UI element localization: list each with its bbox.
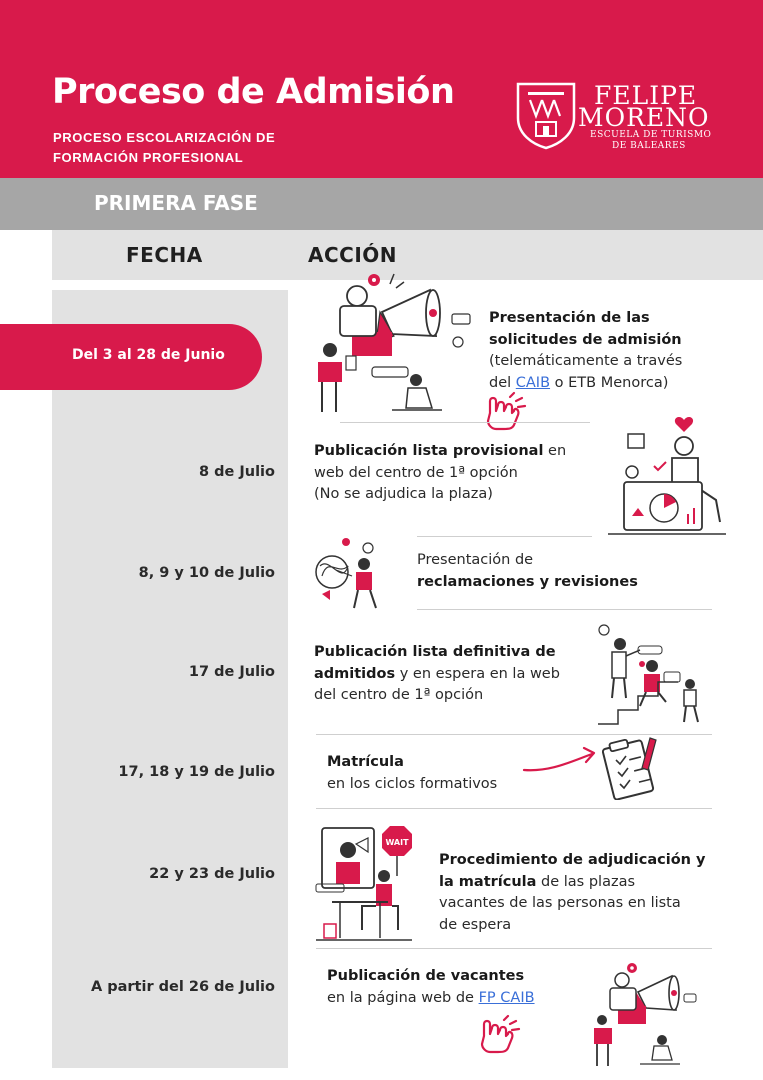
separator-3 xyxy=(417,609,712,610)
logo-name-line-2: MORENO xyxy=(578,103,710,132)
current-date-pill xyxy=(0,324,262,390)
date-label-row-2: 8 de Julio xyxy=(198,464,275,480)
arrow-icon xyxy=(520,742,600,776)
action-row-1-bold-1: Presentación de las xyxy=(489,310,650,326)
dashboard-person-illustration xyxy=(604,412,730,538)
column-header-date: FECHA xyxy=(126,243,203,267)
action-row-7-pre: en la página web de xyxy=(327,989,479,1006)
caib-link[interactable]: CAIB xyxy=(515,374,551,391)
action-row-7 xyxy=(327,966,535,1009)
action-row-2-after: en xyxy=(543,443,567,459)
click-hand-icon xyxy=(474,1014,526,1054)
separator-5 xyxy=(316,808,712,809)
date-label-row-5: 17, 18 y 19 de Julio xyxy=(118,764,275,780)
action-row-4-bold-1: Publicación lista definitiva de xyxy=(314,644,556,660)
shield-crest-icon xyxy=(516,82,576,150)
subtitle-line-1: PROCESO ESCOLARIZACIÓN DE xyxy=(53,130,276,145)
date-label-row-1: Del 3 al 28 de Junio xyxy=(72,347,225,363)
wait-sign-people-illustration xyxy=(312,824,416,944)
action-row-4 xyxy=(314,642,560,707)
action-row-2 xyxy=(314,441,566,506)
wait-sign-text: WAIT xyxy=(385,838,409,847)
action-row-2-line-2: web del centro de 1ª opción xyxy=(314,464,518,481)
action-row-4-bold-2: admitidos xyxy=(314,665,396,682)
action-row-3-bold: reclamaciones y revisiones xyxy=(417,573,638,590)
logo-sub-line-1: ESCUELA DE TURISMO xyxy=(590,130,712,140)
action-row-1-pre: del xyxy=(489,374,516,391)
separator-6 xyxy=(316,948,712,949)
date-label-row-6: 22 y 23 de Julio xyxy=(149,866,275,882)
action-row-4-line-3: del centro de 1ª opción xyxy=(314,687,484,703)
date-label-row-4: 17 de Julio xyxy=(188,664,275,680)
action-row-6-line-4: de espera xyxy=(439,916,512,933)
school-logo xyxy=(514,82,729,152)
stairs-people-illustration xyxy=(594,620,716,732)
subtitle-line-2: FORMACIÓN PROFESIONAL xyxy=(53,150,244,165)
action-row-1-bold-2: solicitudes de admisión xyxy=(489,331,682,348)
action-row-2-line-3: (No se adjudica la plaza) xyxy=(314,486,493,502)
phase-bar xyxy=(0,178,763,230)
action-row-6-line-3: vacantes de las personas en lista xyxy=(439,895,681,911)
fp-caib-link[interactable]: FP CAIB xyxy=(478,989,535,1006)
action-row-1-line-3: (telemáticamente a través xyxy=(489,353,683,369)
action-row-7-bold: Publicación de vacantes xyxy=(327,968,525,984)
separator-2 xyxy=(417,536,592,537)
action-row-4-after: y en espera en la web xyxy=(395,665,560,682)
megaphone-people-illustration xyxy=(590,962,698,1070)
header-banner xyxy=(0,0,763,178)
action-row-6 xyxy=(439,850,706,936)
column-header-action: ACCIÓN xyxy=(308,243,398,267)
logo-name-line-1: FELIPE xyxy=(594,81,698,110)
megaphone-people-illustration xyxy=(312,272,472,417)
tangled-thread-person-illustration xyxy=(312,536,392,612)
action-row-5 xyxy=(327,752,497,795)
action-row-3 xyxy=(417,550,638,593)
separator-1 xyxy=(340,422,590,423)
action-row-3-line-1: Presentación de xyxy=(417,552,534,568)
click-hand-icon xyxy=(480,391,532,431)
action-row-6-bold-2: la matrícula xyxy=(439,873,537,890)
action-row-5-bold: Matrícula xyxy=(327,754,404,770)
action-row-5-line-2: en los ciclos formativos xyxy=(327,775,498,792)
action-row-2-bold: Publicación lista provisional xyxy=(314,443,544,459)
date-label-row-7: A partir del 26 de Julio xyxy=(90,979,275,995)
action-row-1 xyxy=(489,308,682,394)
page-title: Proceso de Admisión xyxy=(52,72,455,112)
date-label-row-3: 8, 9 y 10 de Julio xyxy=(138,565,275,581)
action-row-6-bold-1: Procedimiento de adjudicación y xyxy=(439,852,706,868)
phase-title: PRIMERA FASE xyxy=(94,191,258,215)
checklist-clipboard-icon xyxy=(602,734,660,800)
action-row-1-post: o ETB Menorca) xyxy=(550,374,669,391)
page-subtitle xyxy=(53,128,353,168)
action-row-6-after: de las plazas xyxy=(536,873,636,890)
logo-sub-line-2: DE BALEARES xyxy=(612,141,686,151)
